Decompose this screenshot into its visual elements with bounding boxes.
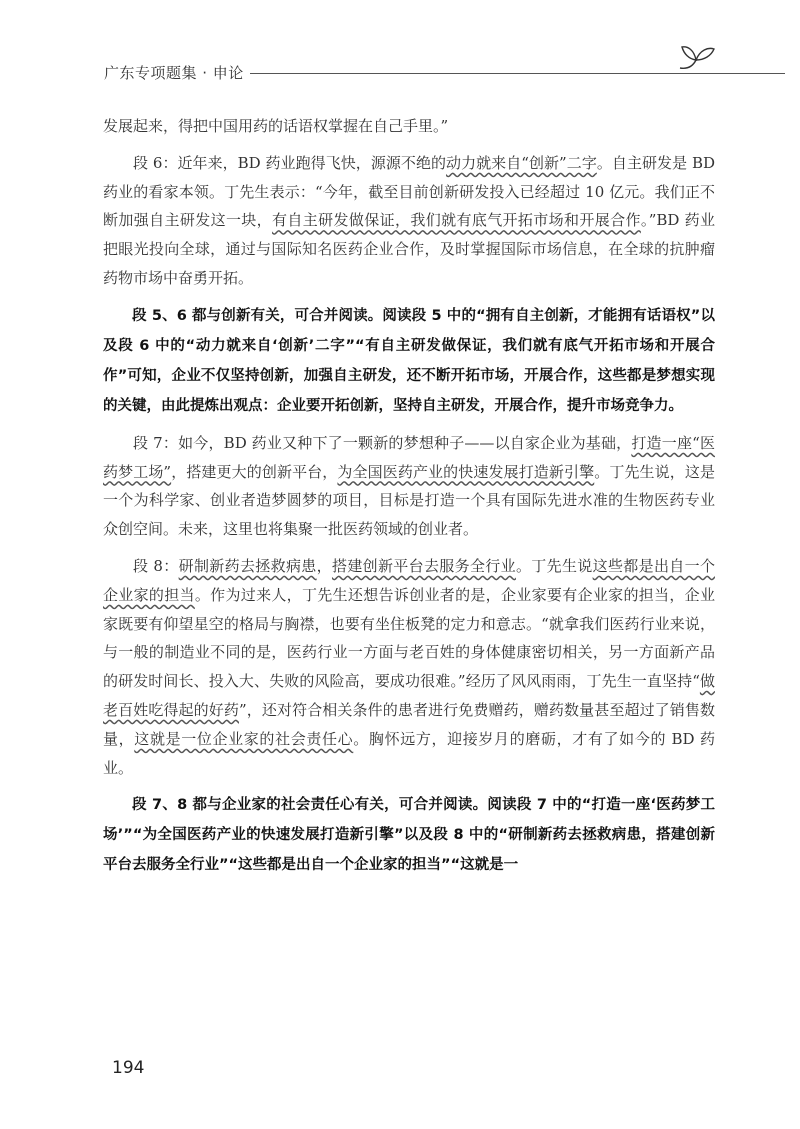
text-segment: 。自主研发是 BD 药业的看家本领。丁先生表示：“今年，截至目前创新研发投入已经超过 10 亿元。我们正不断加强自主研发这一块， bbox=[103, 153, 715, 230]
text-segment: 。作为过来人，丁先生还想告诉创业者的是，企业家要有企业家的担当，企业家既要有仰望星空的格局与胸襟，也要有坐住板凳的定力和意志。“就拿我们医药行业来说，与一般的制造业不同的是，医药行业一方面与老百姓的身体健康密切相关，另一方面新产品的研发时间长、投入大、失败的风险高，要成功很难。”经历了风风雨雨，丁先生一直坚持“ bbox=[103, 585, 715, 691]
underlined-phrase: 打造一座“医药梦工场” bbox=[103, 433, 716, 481]
underlined-phrase: 搭建创新平台去服务全行业 bbox=[331, 556, 516, 575]
text-segment: 发展起来，得把中国用药的话语权掌握在自己手里。” bbox=[103, 117, 449, 135]
underlined-phrase: 动力就来自“创新”二字 bbox=[446, 153, 597, 172]
underlined-phrase: 研制新药去拯救病患 bbox=[178, 556, 317, 575]
sprout-icon bbox=[676, 38, 722, 74]
text-segment: 。”BD 药业把眼光投向全球，通过与国际知名医药企业合作，及时掌握国际市场信息，在全球的抗肿瘤药物市场中奋勇开拓。 bbox=[103, 211, 715, 287]
source-paragraph bbox=[103, 149, 715, 293]
running-header bbox=[104, 60, 724, 90]
text-segment: 。胸怀远方，迎接岁月的磨砺，才有了如今的 BD 药业。 bbox=[103, 729, 715, 777]
page-body bbox=[103, 112, 715, 880]
text-segment: 。丁先生说 bbox=[515, 556, 593, 575]
text-segment: ， bbox=[316, 556, 332, 575]
text-segment: 段 5、6 都与创新有关，可合并阅读。阅读段 5 中的“拥有自主创新，才能拥有话语权”以及段 6 中的“动力就来自‘创新’二字”“有自主研发做保证，我们就有底气开拓市场和开展合作”可知，企业不仅坚持创新，加强自主研发，还不断开拓市场，开展合作，这些都是梦想实现的关键，由此提炼出观点：企业要开拓创新，坚持自主研发，开展合作，提升市场竞争力。 bbox=[103, 307, 715, 414]
text-segment: 。丁先生说，这是一个为科学家、创业者造梦圆梦的项目，目标是打造一个具有国际先进水准的生物医药专业众创空间。未来，这里也将集聚一批医药领域的创业者。 bbox=[103, 462, 715, 539]
text-segment: 段 8： bbox=[133, 556, 179, 575]
text-segment: 段 7：如今，BD 药业又种下了一颗新的梦想种子——以自家企业为基础， bbox=[133, 433, 632, 452]
analysis-paragraph bbox=[103, 790, 715, 880]
analysis-paragraph bbox=[103, 301, 715, 421]
source-paragraph bbox=[103, 112, 715, 141]
source-paragraph bbox=[103, 552, 715, 782]
underlined-phrase: 做老百姓吃得起的好药 bbox=[103, 672, 715, 719]
underlined-phrase: 这就是一位企业家的社会责任心 bbox=[134, 729, 354, 748]
underlined-phrase: 有自主研发做保证，我们就有底气开拓市场和开展合作 bbox=[272, 211, 641, 230]
page-number: 194 bbox=[112, 1058, 145, 1078]
underlined-phrase: 这些都是出自一个企业家的担当 bbox=[103, 556, 715, 604]
header-title: 广东专项题集 · 申论 bbox=[104, 64, 244, 82]
text-segment: ，搭建更大的创新平台， bbox=[171, 462, 338, 481]
source-paragraph bbox=[103, 429, 715, 544]
text-segment: ”，还对符合相关条件的患者进行免费赠药，赠药数量甚至超过了销售数量， bbox=[103, 700, 715, 748]
text-segment: 段 7、8 都与企业家的社会责任心有关，可合并阅读。阅读段 7 中的“打造一座‘医药梦工场’”“为全国医药产业的快速发展打造新引擎”以及段 8 中的“研制新药去拯救病患，搭建创新平台去服务全行业”“这些都是出自一个企业家的担当”“这就是一 bbox=[103, 797, 715, 874]
underlined-phrase: 为全国医药产业的快速发展打造新引擎 bbox=[337, 462, 595, 481]
text-segment: 段 6：近年来，BD 药业跑得飞快，源源不绝的 bbox=[133, 153, 447, 172]
